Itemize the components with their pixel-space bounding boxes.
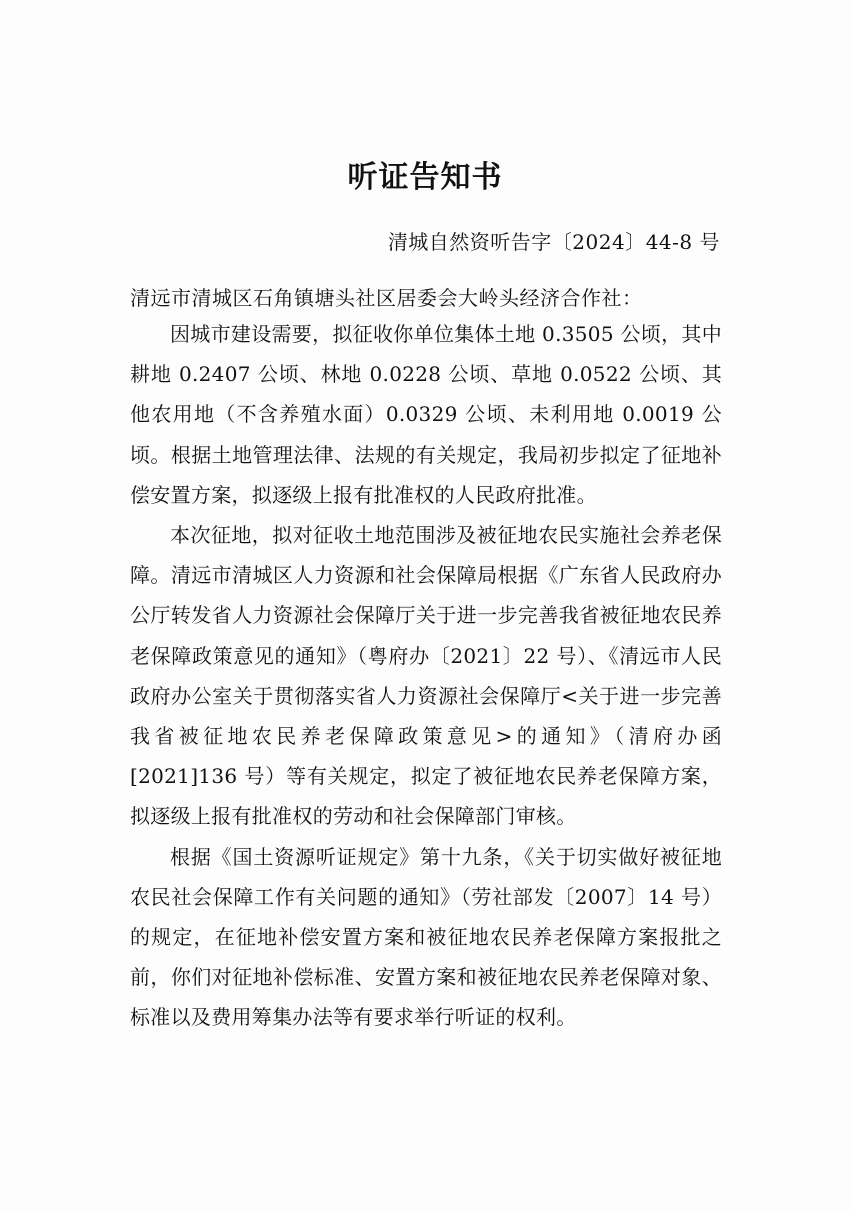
- addressee: 清远市清城区石角镇塘头社区居委会大岭头经济合作社：: [130, 286, 643, 310]
- paragraph-hearing-rights: 根据《国土资源听证规定》第十九条，《关于切实做好被征地农民社会保障工作有关问题的通知》（劳社部发〔2007〕14 号）的规定，在征地补偿安置方案和被征地农民养老保障方案报批之前，你们对征地补偿标准、安置方案和被征地农民养老保障对象、标准以及费用筹集办法等有要求举行听证的权利。: [130, 844, 722, 1030]
- document-number: 清城自然资听告字〔2024〕44-8 号: [387, 230, 720, 254]
- paragraph-land-acquisition: 因城市建设需要，拟征收你单位集体土地 0.3505 公顷，其中耕地 0.2407 公顷、林地 0.0228 公顷、草地 0.0522 公顷、其他农用地（不含养殖水面）0.0329 公顷、未利用地 0.0019 公顷。根据土地管理法律、法规的有关规定，我局初步拟定了征地补偿安置方案，拟逐级上报有批准权的人民政府批准。: [130, 322, 722, 507]
- paragraph-pension-security: 本次征地，拟对征收土地范围涉及被征地农民实施社会养老保障。清远市清城区人力资源和社会保障局根据《广东省人民政府办公厅转发省人力资源社会保障厅关于进一步完善我省被征地农民养老保障政策意见的通知》（粤府办〔2021〕22 号）、《清远市人民政府办公室关于贯彻落实省人力资源社会保障厅<关于进一步完善我省被征地农民养老保障政策意见>的通知》（清府办函[2021]136 号）等有关规定，拟定了被征地农民养老保障方案，拟逐级上报有批准权的劳动和社会保障部门审核。: [130, 523, 722, 829]
- document-body: [130, 314, 722, 1038]
- document-title: 听证告知书: [347, 160, 503, 195]
